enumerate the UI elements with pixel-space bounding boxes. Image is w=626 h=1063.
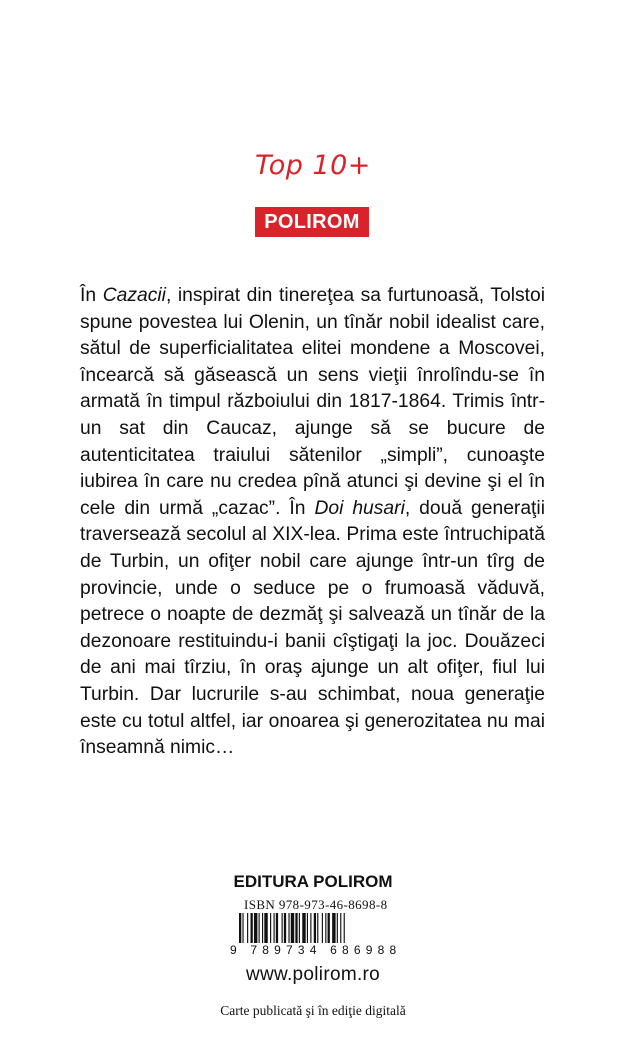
barcode-bar [274,913,275,943]
barcode-bar [264,913,267,943]
barcode-bar [337,913,338,943]
barcode-bar [325,913,326,943]
blurb-part-1: În [80,285,103,306]
barcode-bar [317,913,318,943]
barcode-bar [322,913,323,943]
barcode-bar [239,913,241,943]
barcode-digits: 9 789734 686988 [230,943,402,957]
barcode-bar [288,913,289,943]
barcode-bar [314,913,316,943]
barcode-bar [295,913,297,943]
barcode-bar [254,913,257,943]
barcode-bar [262,913,263,943]
barcode-bar [270,913,271,943]
barcode-bar [247,913,248,943]
barcode-bar [307,913,308,943]
blurb-part-3: , două generaţii traversează secolul al XIX-lea. Prima este întruchipată de Turbin, un ofiţer nobil care ajunge într-un tîrg de provincie, unde o seduce pe o frumoasă văduvă, petrece o noapte de dezmăţ şi salvează un tînăr de la dezonoare restituindu-i banii cîştigaţi la joc. Douăzeci de ani mai tîrziu, în oraş ajunge un alt ofiţer, fiul lui Turbin. Dar lucrurile s-au schimbat, noua generaţie este cu totul altfel, iar onoarea şi generozitatea nu mai înseamnă nimic… [80,497,545,759]
barcode-bar [310,913,311,943]
blurb-title-doi-husari: Doi husari [314,497,405,519]
website-url: www.polirom.ro [245,964,381,985]
barcode-bar [251,913,253,943]
polirom-logo: POLIROM [255,207,369,237]
digital-edition-note: Carte publicată şi în ediţie digitală [220,1003,406,1018]
series-logo: Top 10+ [255,150,371,181]
barcode-bar [242,913,243,943]
barcode-bar [332,913,335,943]
publisher-name: EDITURA POLIROM [233,872,393,891]
barcode-bar [328,913,330,943]
barcode-bar [291,913,294,943]
barcode-bar [302,913,305,943]
barcode-bar [340,913,341,943]
blurb-title-cazacii: Cazacii [102,285,166,306]
barcode-bar [284,913,286,943]
barcode-bar [344,913,345,943]
barcode-bar [299,913,300,943]
isbn-text: ISBN 978-973-46-8698-8 [244,897,388,912]
barcode-bar [259,913,260,943]
blurb-text [80,283,545,762]
barcode-bar [276,913,278,943]
blurb-part-2: , inspirat din tinereţea sa furtunoasă, Tolstoi spune povestea lui Olenin, un tînăr nobil idealist care, sătul de superficialitatea elitei mondene a Moscovei, încearcă să găsească un sens vieţii înrolîndu-se în armată în timpul războiului din 1817-1864. Trimis într-un sat din Caucaz, ajunge să se bucure de autenticitatea traiului sătenilor „simpli”, cunoaşte iubirea în care nu credea pînă atunci şi devine şi el în cele din urmă „cazac”. În [80,285,546,519]
barcode-bar [282,913,283,943]
